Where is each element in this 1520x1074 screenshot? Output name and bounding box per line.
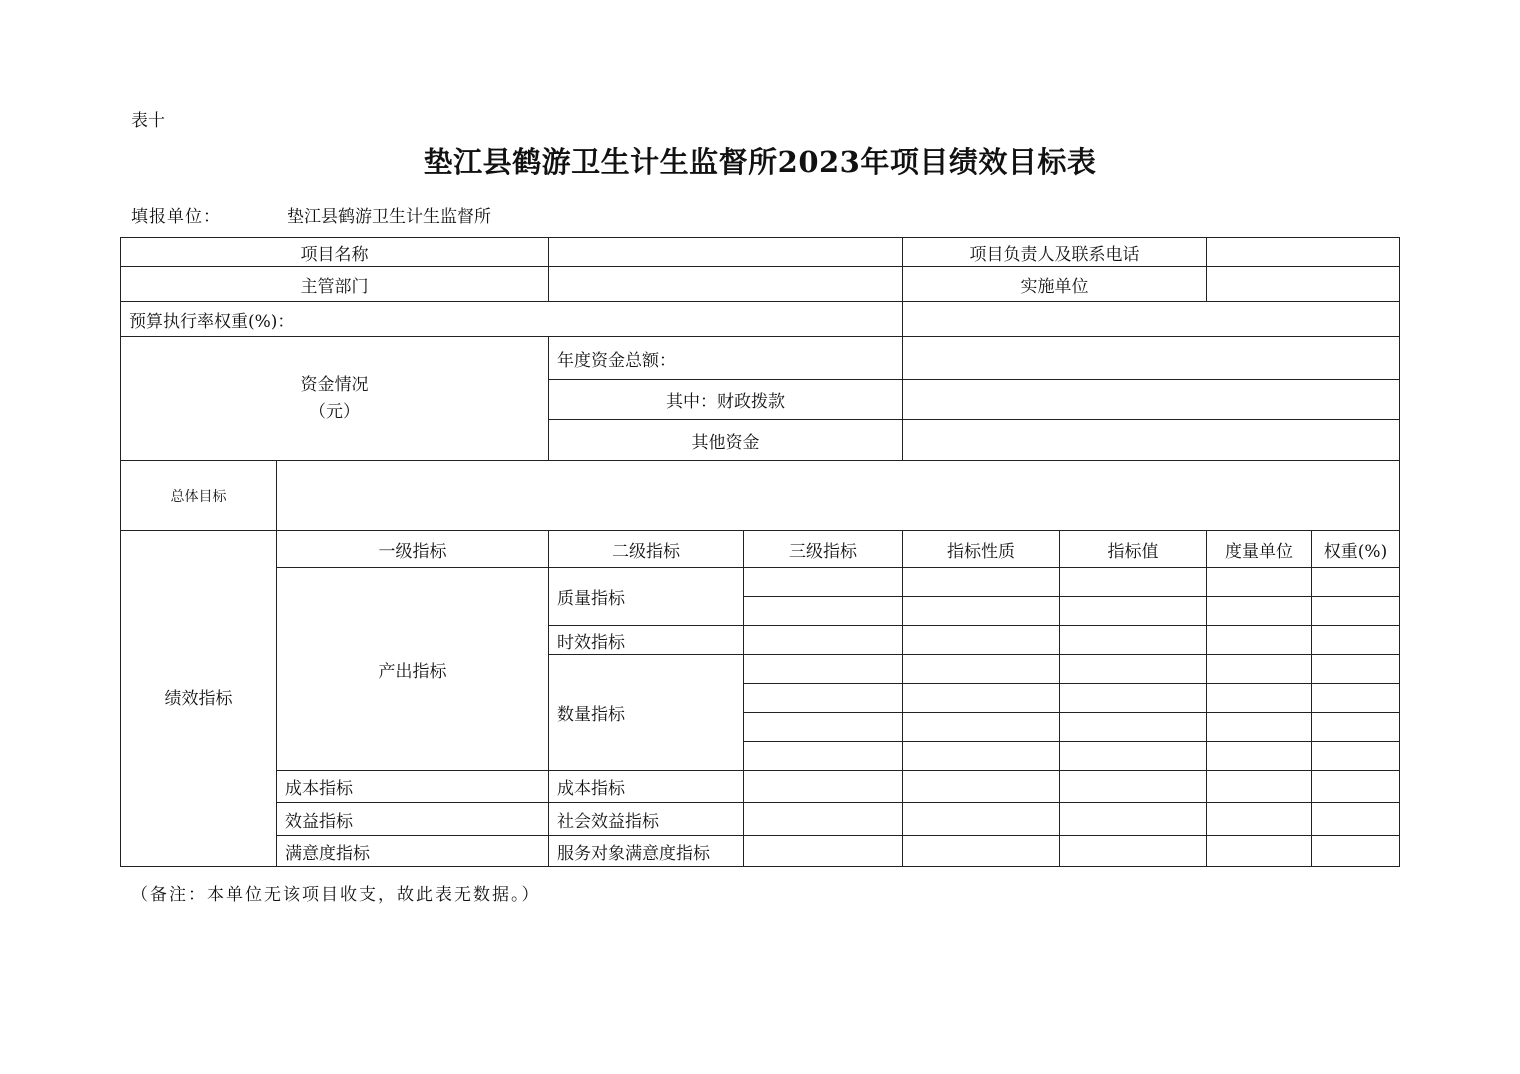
header-nature: 指标性质 xyxy=(903,531,1060,568)
indicator-cell[interactable] xyxy=(903,713,1060,742)
indicator-cell[interactable] xyxy=(1060,626,1207,655)
indicator-cell[interactable] xyxy=(1312,568,1400,597)
indicator-cell[interactable] xyxy=(1312,655,1400,684)
indicator-cell[interactable] xyxy=(903,803,1060,836)
social-benefit-indicator: 社会效益指标 xyxy=(549,803,744,836)
indicator-cell[interactable] xyxy=(744,742,903,771)
header-value: 指标值 xyxy=(1060,531,1207,568)
implementer-label: 实施单位 xyxy=(903,267,1207,302)
filling-unit-value: 垫江县鹤游卫生计生监督所 xyxy=(287,207,491,227)
indicator-cell[interactable] xyxy=(744,597,903,626)
quantity-indicator-label: 数量指标 xyxy=(549,655,744,771)
indicator-cell[interactable] xyxy=(1207,655,1312,684)
output-indicator-label: 产出指标 xyxy=(277,568,549,771)
indicator-cell[interactable] xyxy=(1060,803,1207,836)
project-name-label: 项目名称 xyxy=(121,238,549,267)
indicator-cell[interactable] xyxy=(1207,803,1312,836)
indicator-cell[interactable] xyxy=(903,771,1060,803)
indicator-cell[interactable] xyxy=(744,626,903,655)
funds-label: 资金情况 xyxy=(300,374,369,395)
implementer-field[interactable] xyxy=(1207,267,1400,302)
filling-unit-row xyxy=(131,202,491,227)
indicator-cell[interactable] xyxy=(1207,742,1312,771)
indicator-cell[interactable] xyxy=(1312,803,1400,836)
indicator-cell[interactable] xyxy=(1312,836,1400,867)
indicator-cell[interactable] xyxy=(903,655,1060,684)
funds-label-cell xyxy=(121,337,549,461)
indicator-cell[interactable] xyxy=(1060,771,1207,803)
annual-total-field[interactable] xyxy=(903,337,1400,380)
indicator-cell[interactable] xyxy=(903,597,1060,626)
indicator-cell[interactable] xyxy=(1312,684,1400,713)
overall-goal-label: 总体目标 xyxy=(121,461,277,531)
indicator-cell[interactable] xyxy=(744,684,903,713)
indicator-cell[interactable] xyxy=(1312,771,1400,803)
indicator-cell[interactable] xyxy=(1060,713,1207,742)
benefit-indicator-l1: 效益指标 xyxy=(277,803,549,836)
indicator-cell[interactable] xyxy=(744,803,903,836)
other-funds-field[interactable] xyxy=(903,420,1400,461)
indicator-cell[interactable] xyxy=(744,713,903,742)
contact-field[interactable] xyxy=(1207,238,1400,267)
indicator-cell[interactable] xyxy=(744,568,903,597)
budget-rate-field[interactable] xyxy=(903,302,1400,337)
indicator-cell[interactable] xyxy=(903,568,1060,597)
document-title: 垫江县鹤游卫生计生监督所2023年项目绩效目标表 xyxy=(423,145,1097,179)
table-number-label: 表十 xyxy=(131,111,165,131)
indicator-cell[interactable] xyxy=(1060,684,1207,713)
header-unit: 度量单位 xyxy=(1207,531,1312,568)
indicator-cell[interactable] xyxy=(1060,836,1207,867)
indicator-cell[interactable] xyxy=(1312,626,1400,655)
department-field[interactable] xyxy=(549,267,903,302)
indicator-cell[interactable] xyxy=(1207,597,1312,626)
performance-indicators-label: 绩效指标 xyxy=(121,531,277,867)
filling-unit-label: 填报单位： xyxy=(131,207,221,227)
indicator-cell[interactable] xyxy=(744,771,903,803)
indicator-cell[interactable] xyxy=(1312,597,1400,626)
project-name-field[interactable] xyxy=(549,238,903,267)
indicator-cell[interactable] xyxy=(903,836,1060,867)
cost-indicator-l1: 成本指标 xyxy=(277,771,549,803)
performance-goal-table xyxy=(120,237,1400,867)
indicator-cell[interactable] xyxy=(1060,655,1207,684)
other-funds-label: 其他资金 xyxy=(549,420,903,461)
indicator-cell[interactable] xyxy=(744,836,903,867)
indicator-cell[interactable] xyxy=(1207,684,1312,713)
quality-indicator-label: 质量指标 xyxy=(549,568,744,626)
cost-indicator-l2: 成本指标 xyxy=(549,771,744,803)
indicator-cell[interactable] xyxy=(1207,626,1312,655)
header-level2: 二级指标 xyxy=(549,531,744,568)
contact-label: 项目负责人及联系电话 xyxy=(903,238,1207,267)
satisfaction-indicator-l1: 满意度指标 xyxy=(277,836,549,867)
indicator-cell[interactable] xyxy=(1207,568,1312,597)
budget-rate-label: 预算执行率权重(%)： xyxy=(121,302,903,337)
indicator-cell[interactable] xyxy=(1207,836,1312,867)
overall-goal-field[interactable] xyxy=(277,461,1400,531)
annual-total-label: 年度资金总额： xyxy=(549,337,903,380)
indicator-cell[interactable] xyxy=(903,626,1060,655)
indicator-cell[interactable] xyxy=(1060,742,1207,771)
indicator-cell[interactable] xyxy=(903,684,1060,713)
indicator-cell[interactable] xyxy=(1060,597,1207,626)
indicator-cell[interactable] xyxy=(1207,713,1312,742)
funds-unit: （元） xyxy=(309,401,360,422)
fiscal-funds-field[interactable] xyxy=(903,380,1400,420)
department-label: 主管部门 xyxy=(121,267,549,302)
indicator-cell[interactable] xyxy=(1312,742,1400,771)
header-level1: 一级指标 xyxy=(277,531,549,568)
service-satisfaction-indicator: 服务对象满意度指标 xyxy=(549,836,744,867)
footnote: （备注：本单位无该项目收支，故此表无数据。） xyxy=(131,885,541,905)
indicator-cell[interactable] xyxy=(1060,568,1207,597)
fiscal-funds-label: 其中：财政拨款 xyxy=(549,380,903,420)
header-weight: 权重(%) xyxy=(1312,531,1400,568)
indicator-cell[interactable] xyxy=(744,655,903,684)
timeliness-indicator-label: 时效指标 xyxy=(549,626,744,655)
indicator-cell[interactable] xyxy=(1312,713,1400,742)
header-level3: 三级指标 xyxy=(744,531,903,568)
indicator-cell[interactable] xyxy=(903,742,1060,771)
indicator-cell[interactable] xyxy=(1207,771,1312,803)
